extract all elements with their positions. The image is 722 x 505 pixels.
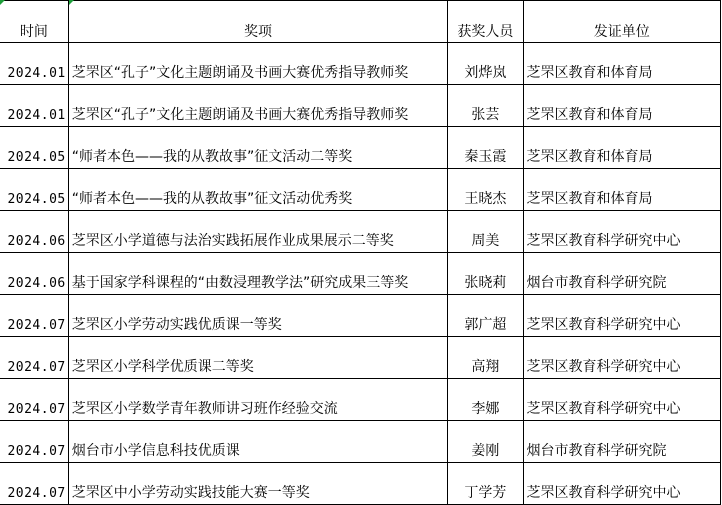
table-row (0, 379, 721, 421)
cell-time[interactable]: 2024.01 (0, 85, 68, 127)
cell-person[interactable]: 李娜 (448, 379, 523, 421)
cell-unit[interactable]: 芝罘区教育和体育局 (523, 169, 720, 211)
error-indicator-icon (0, 0, 5, 5)
cell-unit[interactable]: 芝罘区教育科学研究中心 (523, 463, 720, 505)
cell-award[interactable]: 基于国家学科课程的“由数浸理教学法”研究成果三等奖 (68, 253, 448, 295)
cell-unit[interactable]: 烟台市教育科学研究院 (523, 253, 720, 295)
table-row (0, 85, 721, 127)
cell-award[interactable]: 烟台市小学信息科技优质课 (68, 421, 448, 463)
cell-time[interactable]: 2024.05 (0, 127, 68, 169)
cell-award[interactable]: “师者本色——我的从教故事”征文活动二等奖 (68, 127, 448, 169)
table-row (0, 421, 721, 463)
cell-award[interactable]: 芝罘区“孔子”文化主题朗诵及书画大赛优秀指导教师奖 (68, 43, 448, 85)
cell-time[interactable]: 2024.07 (0, 337, 68, 379)
cell-unit[interactable]: 芝罘区教育科学研究中心 (523, 379, 720, 421)
cell-time[interactable]: 2024.07 (0, 463, 68, 505)
table-row (0, 253, 721, 295)
cell-time[interactable]: 2024.05 (0, 169, 68, 211)
header-award[interactable]: 奖项 (68, 1, 448, 43)
cell-unit[interactable]: 芝罘区教育和体育局 (523, 127, 720, 169)
cell-person[interactable]: 张芸 (448, 85, 523, 127)
cell-award[interactable]: 芝罘区“孔子”文化主题朗诵及书画大赛优秀指导教师奖 (68, 85, 448, 127)
error-indicator-icon (69, 0, 74, 5)
header-time[interactable]: 时间 (0, 1, 68, 43)
cell-unit[interactable]: 烟台市教育科学研究院 (523, 421, 720, 463)
header-person[interactable]: 获奖人员 (448, 1, 523, 43)
header-unit[interactable]: 发证单位 (523, 1, 720, 43)
cell-time[interactable]: 2024.01 (0, 43, 68, 85)
cell-award[interactable]: 芝罘区小学数学青年教师讲习班作经验交流 (68, 379, 448, 421)
cell-unit[interactable]: 芝罘区教育和体育局 (523, 43, 720, 85)
cell-time[interactable]: 2024.06 (0, 253, 68, 295)
cell-person[interactable]: 王晓杰 (448, 169, 523, 211)
cell-time[interactable]: 2024.07 (0, 421, 68, 463)
table-row (0, 169, 721, 211)
cell-person[interactable]: 丁学芳 (448, 463, 523, 505)
cell-unit[interactable]: 芝罘区教育科学研究中心 (523, 295, 720, 337)
table-row (0, 337, 721, 379)
cell-award[interactable]: 芝罘区中小学劳动实践技能大赛一等奖 (68, 463, 448, 505)
table-row (0, 211, 721, 253)
cell-person[interactable]: 刘烨岚 (448, 43, 523, 85)
cell-time[interactable]: 2024.06 (0, 211, 68, 253)
cell-person[interactable]: 郭广超 (448, 295, 523, 337)
cell-person[interactable]: 秦玉霞 (448, 127, 523, 169)
table-row (0, 463, 721, 505)
cell-unit[interactable]: 芝罘区教育和体育局 (523, 85, 720, 127)
table-row (0, 43, 721, 85)
cell-person[interactable]: 张晓莉 (448, 253, 523, 295)
cell-unit[interactable]: 芝罘区教育科学研究中心 (523, 337, 720, 379)
cell-person[interactable]: 高翔 (448, 337, 523, 379)
cell-person[interactable]: 周美 (448, 211, 523, 253)
cell-award[interactable]: 芝罘区小学科学优质课二等奖 (68, 337, 448, 379)
cell-award[interactable]: 芝罘区小学劳动实践优质课一等奖 (68, 295, 448, 337)
table-row (0, 295, 721, 337)
cell-time[interactable]: 2024.07 (0, 295, 68, 337)
cell-time[interactable]: 2024.07 (0, 379, 68, 421)
cell-award[interactable]: 芝罘区小学道德与法治实践拓展作业成果展示二等奖 (68, 211, 448, 253)
cell-unit[interactable]: 芝罘区教育科学研究中心 (523, 211, 720, 253)
cell-award[interactable]: “师者本色——我的从教故事”征文活动优秀奖 (68, 169, 448, 211)
cell-person[interactable]: 姜刚 (448, 421, 523, 463)
table-row (0, 127, 721, 169)
header-row (0, 1, 721, 43)
